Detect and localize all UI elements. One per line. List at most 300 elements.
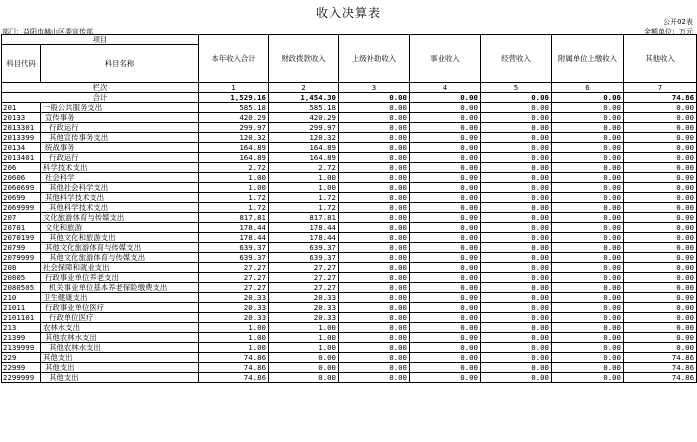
amount-cell: 0.00: [481, 263, 552, 273]
business-income-header: 事业收入: [410, 35, 481, 83]
amount-cell: 0.00: [410, 323, 481, 333]
amount-cell: 74.86: [199, 353, 269, 363]
amount-cell: 0.00: [552, 163, 624, 173]
subject-name-cell: 其他文化旅游体育与传媒支出: [41, 243, 199, 253]
table-row: [2, 263, 697, 273]
amount-cell: 0.00: [339, 313, 410, 323]
subject-code-cell: 2013301: [2, 123, 41, 133]
subject-code-cell: 2079999: [2, 253, 41, 263]
amount-cell: 0.00: [339, 303, 410, 313]
table-row: [2, 333, 697, 343]
amount-cell: 0.00: [624, 233, 697, 243]
amount-cell: 1.00: [269, 173, 339, 183]
amount-cell: 0.00: [624, 323, 697, 333]
department-label: 部门：益阳市赫山区委宣传部: [2, 28, 93, 36]
amount-cell: 0.00: [339, 113, 410, 123]
amount-cell: 0.00: [410, 113, 481, 123]
amount-cell: 0.00: [624, 283, 697, 293]
amount-cell: 27.27: [199, 283, 269, 293]
form-number: 公开02表: [663, 18, 693, 26]
amount-cell: 74.86: [624, 353, 697, 363]
amount-cell: 74.86: [199, 363, 269, 373]
subject-name-cell: 宣传事务: [41, 113, 199, 123]
amount-cell: 164.89: [269, 143, 339, 153]
amount-cell: 0.00: [624, 203, 697, 213]
subject-code-cell: 20799: [2, 243, 41, 253]
amount-cell: 0.00: [552, 213, 624, 223]
amount-cell: 0.00: [481, 253, 552, 263]
amount-cell: 0.00: [339, 283, 410, 293]
subject-code-cell: 213: [2, 323, 41, 333]
amount-cell: 0.00: [624, 143, 697, 153]
amount-cell: 0.00: [481, 203, 552, 213]
subject-name-cell: 卫生健康支出: [41, 293, 199, 303]
affiliated-income-header: 附属单位上缴收入: [552, 35, 624, 83]
amount-cell: 0.00: [339, 223, 410, 233]
total-cell: 0.00: [552, 93, 624, 103]
amount-cell: 1.00: [269, 183, 339, 193]
subject-code-cell: 20805: [2, 273, 41, 283]
amount-cell: 0.00: [410, 203, 481, 213]
amount-cell: 0.00: [481, 243, 552, 253]
amount-cell: 0.00: [410, 233, 481, 243]
table-row: [2, 233, 697, 243]
amount-cell: 0.00: [339, 123, 410, 133]
subject-name-cell: 社会科学: [41, 173, 199, 183]
amount-cell: 120.32: [269, 133, 339, 143]
amount-cell: 0.00: [481, 173, 552, 183]
amount-cell: 0.00: [339, 153, 410, 163]
subject-code-cell: 20134: [2, 143, 41, 153]
amount-cell: 0.00: [410, 293, 481, 303]
subject-name-cell: 其他文化和旅游支出: [41, 233, 199, 243]
index-cell: 5: [481, 83, 552, 93]
index-cell: 6: [552, 83, 624, 93]
amount-cell: 639.37: [269, 243, 339, 253]
subject-name-cell: 行政单位医疗: [41, 313, 199, 323]
subject-name-cell: 其他支出: [41, 373, 199, 383]
subject-name-cell: 其他科学技术支出: [41, 193, 199, 203]
amount-cell: 0.00: [481, 303, 552, 313]
operating-income-header: 经营收入: [481, 35, 552, 83]
subject-code-cell: 2070199: [2, 233, 41, 243]
amount-cell: 0.00: [269, 353, 339, 363]
amount-cell: 0.00: [624, 243, 697, 253]
fiscal-income-header: 财政拨款收入: [269, 35, 339, 83]
amount-cell: 0.00: [339, 173, 410, 183]
amount-cell: 0.00: [624, 263, 697, 273]
subject-name-cell: 其他支出: [41, 353, 199, 363]
income-table: [1, 34, 697, 383]
subject-name-cell: 社会保障和就业支出: [41, 263, 199, 273]
amount-cell: 0.00: [410, 143, 481, 153]
index-cell: 4: [410, 83, 481, 93]
subject-name-cell: 其他科学技术支出: [41, 203, 199, 213]
amount-cell: 0.00: [624, 253, 697, 263]
table-row: [2, 363, 697, 373]
amount-cell: 178.44: [199, 223, 269, 233]
amount-cell: 0.00: [339, 343, 410, 353]
subject-code-cell: 2139999: [2, 343, 41, 353]
amount-cell: 0.00: [552, 203, 624, 213]
subject-name-cell: 其他社会科学支出: [41, 183, 199, 193]
amount-cell: 120.32: [199, 133, 269, 143]
amount-cell: 20.33: [199, 313, 269, 323]
subject-code-cell: 2299999: [2, 373, 41, 383]
name-header: 科目名称: [41, 45, 199, 83]
amount-cell: 0.00: [552, 283, 624, 293]
subject-name-cell: 其他支出: [41, 363, 199, 373]
table-row: [2, 203, 697, 213]
amount-cell: 0.00: [624, 123, 697, 133]
amount-cell: 0.00: [624, 273, 697, 283]
amount-cell: 639.37: [269, 253, 339, 263]
subject-code-cell: 2069999: [2, 203, 41, 213]
subject-name-cell: 行政运行: [41, 153, 199, 163]
amount-cell: 27.27: [199, 273, 269, 283]
table-row: [2, 283, 697, 293]
table-row: [2, 113, 697, 123]
amount-cell: 20.33: [269, 303, 339, 313]
amount-cell: 817.81: [269, 213, 339, 223]
amount-cell: 0.00: [624, 153, 697, 163]
amount-cell: 0.00: [481, 333, 552, 343]
total-cell: 0.00: [481, 93, 552, 103]
index-cell: 2: [269, 83, 339, 93]
amount-cell: 0.00: [339, 253, 410, 263]
amount-cell: 0.00: [481, 343, 552, 353]
amount-cell: 27.27: [269, 273, 339, 283]
index-cell: 3: [339, 83, 410, 93]
amount-cell: 0.00: [481, 123, 552, 133]
amount-cell: 639.37: [199, 253, 269, 263]
table-row: [2, 213, 697, 223]
amount-cell: 0.00: [410, 163, 481, 173]
table-row: [2, 153, 697, 163]
table-row: [2, 133, 697, 143]
amount-cell: 420.29: [269, 113, 339, 123]
amount-cell: 0.00: [624, 193, 697, 203]
amount-cell: 0.00: [481, 163, 552, 173]
amount-cell: 178.44: [269, 223, 339, 233]
amount-cell: 0.00: [410, 183, 481, 193]
amount-cell: 0.00: [339, 193, 410, 203]
code-header: 科目代码: [2, 45, 41, 83]
amount-cell: 0.00: [339, 203, 410, 213]
amount-cell: 1.00: [199, 343, 269, 353]
amount-cell: 0.00: [339, 273, 410, 283]
amount-cell: 0.00: [552, 133, 624, 143]
amount-cell: 299.97: [269, 123, 339, 133]
amount-cell: 817.81: [199, 213, 269, 223]
amount-cell: 0.00: [481, 353, 552, 363]
amount-cell: 1.72: [269, 193, 339, 203]
amount-cell: 1.00: [269, 333, 339, 343]
total-label: 合计: [2, 93, 199, 103]
amount-cell: 0.00: [410, 263, 481, 273]
amount-cell: 0.00: [624, 173, 697, 183]
amount-cell: 0.00: [552, 293, 624, 303]
amount-cell: 0.00: [339, 133, 410, 143]
subject-name-cell: 文化和旅游: [41, 223, 199, 233]
amount-cell: 1.00: [269, 343, 339, 353]
amount-cell: 0.00: [552, 303, 624, 313]
subject-name-cell: 文化旅游体育与传媒支出: [41, 213, 199, 223]
amount-cell: 0.00: [410, 103, 481, 113]
amount-cell: 0.00: [339, 323, 410, 333]
amount-cell: 0.00: [624, 113, 697, 123]
total-income-header: 本年收入合计: [199, 35, 269, 83]
amount-cell: 0.00: [410, 333, 481, 343]
other-income-header: 其他收入: [624, 35, 697, 83]
subject-code-cell: 20699: [2, 193, 41, 203]
amount-cell: 0.00: [552, 183, 624, 193]
amount-cell: 0.00: [552, 363, 624, 373]
table-row: [2, 103, 697, 113]
amount-cell: 0.00: [552, 323, 624, 333]
amount-cell: 27.27: [269, 263, 339, 273]
amount-cell: 178.44: [199, 233, 269, 243]
subject-code-cell: 21011: [2, 303, 41, 313]
amount-cell: 0.00: [624, 223, 697, 233]
item-group-header: 项目: [2, 35, 199, 45]
total-cell: 0.00: [410, 93, 481, 103]
amount-cell: 0.00: [339, 363, 410, 373]
amount-cell: 0.00: [552, 353, 624, 363]
amount-cell: 0.00: [552, 193, 624, 203]
index-cell: 1: [199, 83, 269, 93]
amount-cell: 0.00: [269, 363, 339, 373]
amount-cell: 0.00: [410, 363, 481, 373]
amount-cell: 0.00: [481, 143, 552, 153]
index-row: [2, 83, 697, 93]
amount-cell: 0.00: [481, 193, 552, 203]
amount-cell: 0.00: [552, 233, 624, 243]
subject-code-cell: 201: [2, 103, 41, 113]
amount-cell: 0.00: [481, 293, 552, 303]
subject-code-cell: 210: [2, 293, 41, 303]
table-row: [2, 123, 697, 133]
table-row: [2, 173, 697, 183]
amount-cell: 0.00: [339, 293, 410, 303]
amount-cell: 1.72: [199, 193, 269, 203]
subject-code-cell: 20133: [2, 113, 41, 123]
subject-name-cell: 行政事业单位养老支出: [41, 273, 199, 283]
table-row: [2, 273, 697, 283]
amount-cell: 0.00: [552, 243, 624, 253]
amount-cell: 0.00: [552, 333, 624, 343]
subject-name-cell: 行政运行: [41, 123, 199, 133]
amount-cell: 20.33: [199, 293, 269, 303]
amount-cell: 0.00: [481, 153, 552, 163]
amount-cell: 0.00: [481, 213, 552, 223]
amount-cell: 0.00: [552, 263, 624, 273]
amount-cell: 0.00: [410, 123, 481, 133]
table-row: [2, 373, 697, 383]
amount-cell: 0.00: [552, 103, 624, 113]
amount-cell: 0.00: [410, 273, 481, 283]
amount-cell: 0.00: [481, 113, 552, 123]
amount-cell: 164.89: [199, 153, 269, 163]
amount-cell: 0.00: [410, 353, 481, 363]
table-row: [2, 193, 697, 203]
amount-cell: 1.72: [269, 203, 339, 213]
subject-code-cell: 2101101: [2, 313, 41, 323]
superior-subsidy-header: 上级补助收入: [339, 35, 410, 83]
total-cell: 74.86: [624, 93, 697, 103]
amount-cell: 0.00: [481, 323, 552, 333]
amount-cell: 0.00: [552, 253, 624, 263]
table-row: [2, 243, 697, 253]
amount-cell: 1.00: [199, 333, 269, 343]
amount-cell: 20.33: [269, 313, 339, 323]
amount-cell: 178.44: [269, 233, 339, 243]
amount-cell: 0.00: [339, 243, 410, 253]
amount-cell: 0.00: [339, 103, 410, 113]
amount-cell: 0.00: [410, 283, 481, 293]
amount-cell: 420.29: [199, 113, 269, 123]
amount-cell: 639.37: [199, 243, 269, 253]
page-title: 收入决算表: [315, 6, 381, 20]
amount-cell: 0.00: [339, 373, 410, 383]
amount-cell: 0.00: [339, 333, 410, 343]
table-row: [2, 223, 697, 233]
table-row: [2, 323, 697, 333]
amount-cell: 0.00: [410, 243, 481, 253]
table-row: [2, 353, 697, 363]
subject-code-cell: 229: [2, 353, 41, 363]
amount-cell: 0.00: [481, 283, 552, 293]
amount-cell: 0.00: [552, 143, 624, 153]
subject-name-cell: 其他农林水支出: [41, 333, 199, 343]
amount-cell: 0.00: [339, 263, 410, 273]
amount-cell: 299.97: [199, 123, 269, 133]
amount-cell: 20.33: [269, 293, 339, 303]
amount-cell: 74.86: [624, 373, 697, 383]
subject-code-cell: 20606: [2, 173, 41, 183]
table-row: [2, 183, 697, 193]
subject-name-cell: 其他文化旅游体育与传媒支出: [41, 253, 199, 263]
amount-cell: 0.00: [552, 123, 624, 133]
subject-code-cell: 208: [2, 263, 41, 273]
amount-cell: 0.00: [410, 193, 481, 203]
amount-cell: 1.00: [269, 323, 339, 333]
total-cell: 1,529.16: [199, 93, 269, 103]
subject-code-cell: 2080505: [2, 283, 41, 293]
amount-cell: 0.00: [624, 103, 697, 113]
amount-cell: 0.00: [410, 343, 481, 353]
amount-cell: 0.00: [624, 133, 697, 143]
amount-cell: 1.00: [199, 183, 269, 193]
amount-cell: 2.72: [199, 163, 269, 173]
amount-cell: 0.00: [552, 223, 624, 233]
subject-name-cell: 其他宣传事务支出: [41, 133, 199, 143]
unit-label: 金额单位：万元: [644, 28, 693, 36]
amount-cell: 0.00: [481, 223, 552, 233]
amount-cell: 0.00: [410, 303, 481, 313]
amount-cell: 0.00: [552, 173, 624, 183]
amount-cell: 0.00: [410, 213, 481, 223]
subject-code-cell: 2013401: [2, 153, 41, 163]
subject-name-cell: 农林水支出: [41, 323, 199, 333]
amount-cell: 0.00: [624, 313, 697, 323]
amount-cell: 0.00: [552, 343, 624, 353]
amount-cell: 0.00: [481, 363, 552, 373]
amount-cell: 0.00: [410, 223, 481, 233]
index-label: 栏次: [2, 83, 199, 93]
table-row: [2, 293, 697, 303]
amount-cell: 0.00: [339, 213, 410, 223]
amount-cell: 0.00: [410, 133, 481, 143]
amount-cell: 0.00: [410, 373, 481, 383]
amount-cell: 0.00: [624, 333, 697, 343]
amount-cell: 0.00: [552, 153, 624, 163]
amount-cell: 0.00: [410, 173, 481, 183]
amount-cell: 0.00: [624, 213, 697, 223]
subject-name-cell: 机关事业单位基本养老保险缴费支出: [41, 283, 199, 293]
subject-name-cell: 科学技术支出: [41, 163, 199, 173]
amount-cell: 0.00: [481, 313, 552, 323]
total-cell: 0.00: [339, 93, 410, 103]
amount-cell: 0.00: [339, 353, 410, 363]
amount-cell: 1.00: [199, 323, 269, 333]
amount-cell: 0.00: [481, 373, 552, 383]
subject-name-cell: 统战事务: [41, 143, 199, 153]
amount-cell: 0.00: [339, 183, 410, 193]
amount-cell: 74.86: [624, 363, 697, 373]
amount-cell: 1.72: [199, 203, 269, 213]
amount-cell: 0.00: [552, 273, 624, 283]
table-row: [2, 163, 697, 173]
amount-cell: 0.00: [410, 253, 481, 263]
table-row: [2, 313, 697, 323]
amount-cell: 0.00: [481, 233, 552, 243]
amount-cell: 164.89: [269, 153, 339, 163]
amount-cell: 0.00: [481, 183, 552, 193]
amount-cell: 0.00: [624, 163, 697, 173]
subject-name-cell: 行政事业单位医疗: [41, 303, 199, 313]
amount-cell: 0.00: [269, 373, 339, 383]
subject-code-cell: 22999: [2, 363, 41, 373]
amount-cell: 0.00: [624, 343, 697, 353]
amount-cell: 0.00: [552, 373, 624, 383]
amount-cell: 0.00: [624, 293, 697, 303]
amount-cell: 164.89: [199, 143, 269, 153]
table-row: [2, 253, 697, 263]
amount-cell: 0.00: [410, 313, 481, 323]
subject-name-cell: 其他农林水支出: [41, 343, 199, 353]
amount-cell: 0.00: [624, 183, 697, 193]
subject-code-cell: 2013399: [2, 133, 41, 143]
subject-name-cell: 一般公共服务支出: [41, 103, 199, 113]
subject-code-cell: 2060699: [2, 183, 41, 193]
amount-cell: 0.00: [552, 113, 624, 123]
amount-cell: 20.33: [199, 303, 269, 313]
total-cell: 1,454.30: [269, 93, 339, 103]
amount-cell: 0.00: [481, 103, 552, 113]
amount-cell: 27.27: [269, 283, 339, 293]
amount-cell: 0.00: [410, 153, 481, 163]
table-row: [2, 343, 697, 353]
table-row: [2, 143, 697, 153]
subject-code-cell: 21399: [2, 333, 41, 343]
index-cell: 7: [624, 83, 697, 93]
amount-cell: 0.00: [552, 313, 624, 323]
subject-code-cell: 20701: [2, 223, 41, 233]
amount-cell: 585.18: [269, 103, 339, 113]
amount-cell: 0.00: [339, 163, 410, 173]
amount-cell: 0.00: [339, 143, 410, 153]
